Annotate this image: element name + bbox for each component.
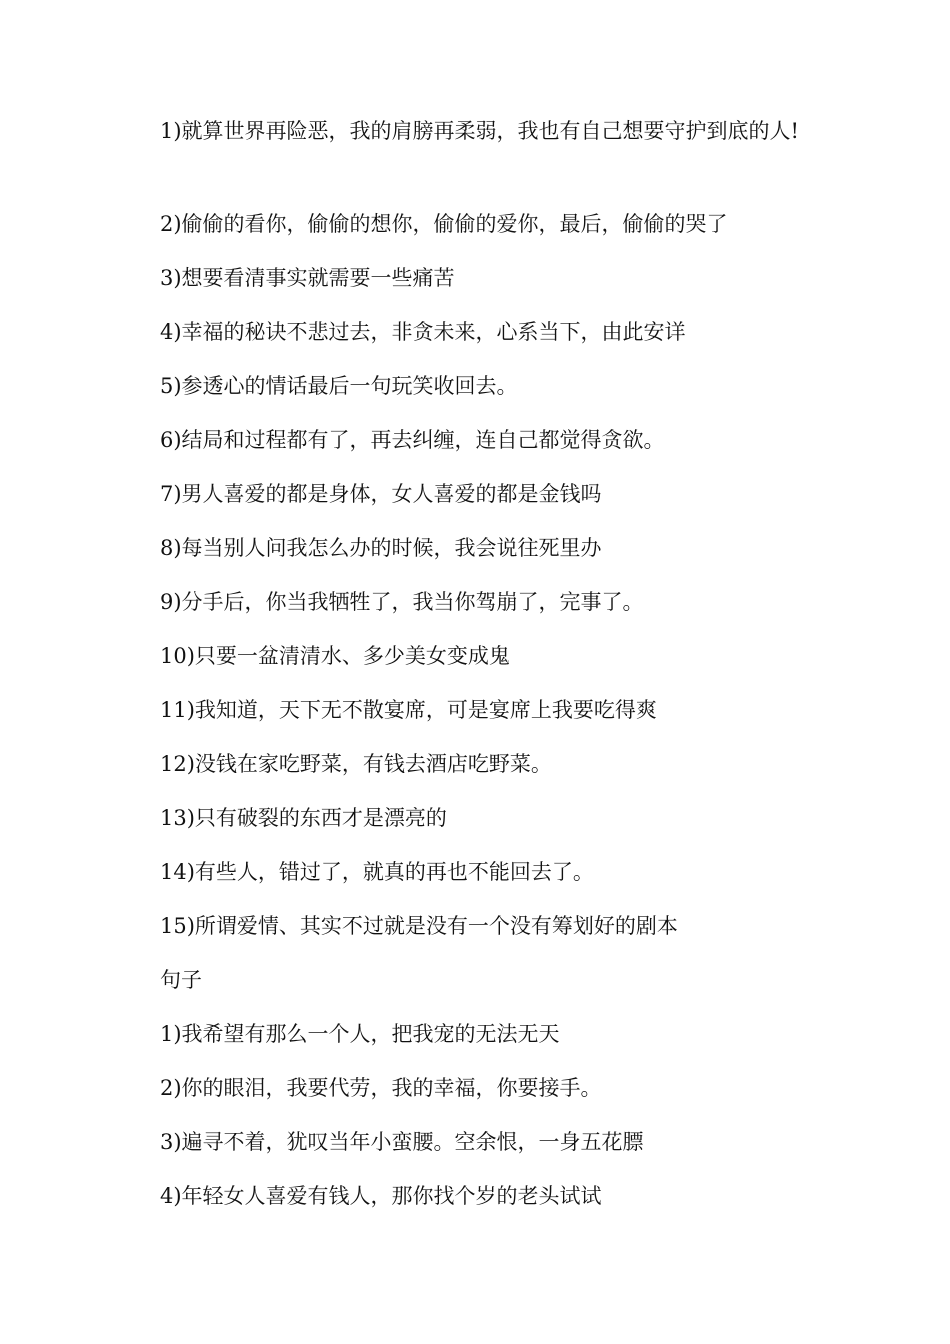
paragraph-19: 3)遍寻不着，犹叹当年小蛮腰。空余恨，一身五花膘 (160, 1130, 644, 1154)
paragraph-5: 5)参透心的情话最后一句玩笑收回去。 (160, 374, 518, 398)
section-heading: 句子 (160, 968, 202, 992)
paragraph-12: 12)没钱在家吃野菜，有钱去酒店吃野菜。 (160, 752, 552, 776)
paragraph-8: 8)每当别人问我怎么办的时候，我会说往死里办 (160, 536, 602, 560)
paragraph-13: 13)只有破裂的东西才是漂亮的 (160, 806, 447, 830)
paragraph-1: 1)就算世界再险恶，我的肩膀再柔弱，我也有自己想要守护到底的人! (160, 119, 799, 143)
paragraph-3: 3)想要看清事实就需要一些痛苦 (160, 266, 455, 290)
paragraph-14: 14)有些人，错过了，就真的再也不能回去了。 (160, 860, 594, 884)
paragraph-2: 2)偷偷的看你，偷偷的想你，偷偷的爱你，最后，偷偷的哭了 (160, 212, 728, 236)
paragraph-9: 9)分手后，你当我牺牲了，我当你驾崩了，完事了。 (160, 590, 644, 614)
paragraph-20: 4)年轻女人喜爱有钱人，那你找个岁的老头试试 (160, 1184, 602, 1208)
paragraph-10: 10)只要一盆清清水、多少美女变成鬼 (160, 644, 510, 668)
paragraph-15: 15)所谓爱情、其实不过就是没有一个没有筹划好的剧本 (160, 914, 678, 938)
paragraph-4: 4)幸福的秘诀不悲过去，非贪未来，心系当下，由此安详 (160, 320, 686, 344)
paragraph-17: 1)我希望有那么一个人，把我宠的无法无天 (160, 1022, 560, 1046)
paragraph-18: 2)你的眼泪，我要代劳，我的幸福，你要接手。 (160, 1076, 602, 1100)
paragraph-11: 11)我知道，天下无不散宴席，可是宴席上我要吃得爽 (160, 698, 657, 722)
paragraph-7: 7)男人喜爱的都是身体，女人喜爱的都是金钱吗 (160, 482, 602, 506)
paragraph-6: 6)结局和过程都有了，再去纠缠，连自己都觉得贪欲。 (160, 428, 665, 452)
document-body (116, 112, 828, 1231)
